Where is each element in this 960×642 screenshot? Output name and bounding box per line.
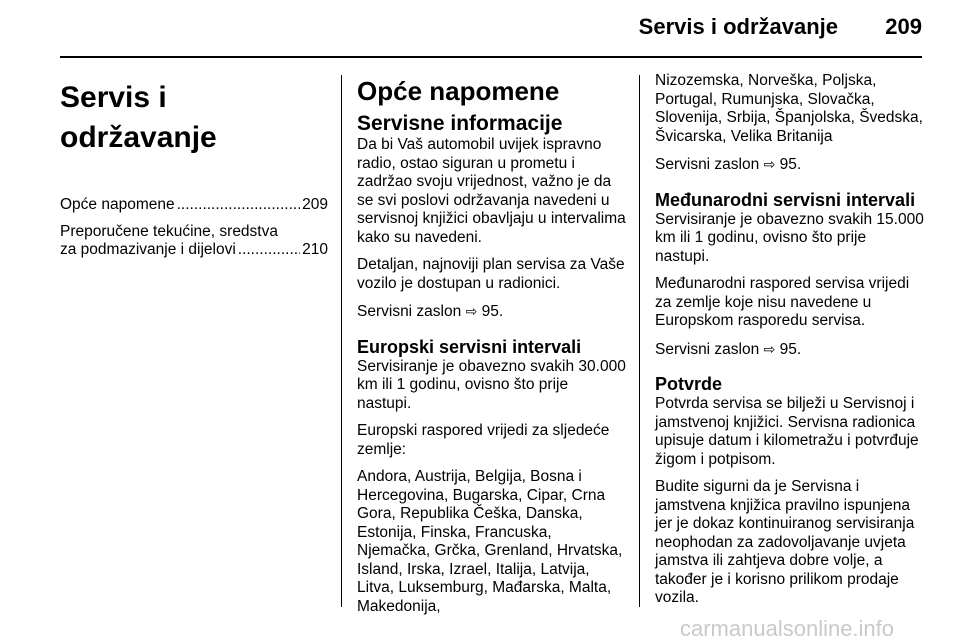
reference-text: Servisni zaslon [357,303,462,320]
toc-label-line2: za podmazivanje i dijelovi [60,241,236,258]
header-divider [60,56,922,58]
paragraph: Detaljan, najnoviji plan servisa za Vaše vozilo je dostupan u radionici. [357,256,625,292]
country-list-continued: Nizozemska, Norveška, Poljska, Portugal, Rumunjska, Slovačka, Slovenija, Srbija, Španjolska, Švedska, Švicarska, Velika Britanija [655,72,923,145]
toc-page: 210 [302,241,328,258]
column-3 [655,68,924,617]
running-header-title: Servis i održavanje [638,14,838,39]
reference-text: Servisni zaslon [655,156,760,173]
page-reference-arrow-icon: ⇨ [763,156,776,172]
heading-servisne-informacije: Servisne informacije [357,112,563,135]
heading-potvrde: Potvrde [655,374,723,394]
paragraph: Europski raspored vrijedi za sljedeće zemlje: [357,422,610,458]
page-number: 209 [885,14,922,39]
paragraph: Međunarodni raspored servisa vrijedi za zemlje koje nisu navedene u Europskom rasporedu servisa. [655,275,910,329]
reference-page: 95. [779,340,802,358]
cross-reference[interactable] [357,302,626,322]
toc-leader-dots [177,196,301,215]
column-divider-2 [639,75,640,607]
reference-page: 95. [779,156,802,173]
column-2 [357,68,626,625]
paragraph: Servisiranje je obavezno svakih 30.000 km ili 1 godinu, ovisno što prije nastupi. [357,357,626,412]
reference-text: Servisni zaslon [655,340,760,358]
page-reference-arrow-icon: ⇨ [465,303,478,319]
toc-page: 209 [302,196,328,213]
toc-leader-dots [238,241,300,260]
cross-reference[interactable] [655,340,924,360]
watermark: carmanualsonline.info [680,616,895,641]
reference-page: 95. [481,303,504,320]
toc-label: Opće napomene [60,196,175,213]
cross-reference[interactable] [655,155,924,175]
paragraph: Potvrda servisa se bilježi u Servisnoj i jamstvenoj knjižici. Servisna radionica upisuje datum i kilometražu i potvrđuje žigom i potpisom. [655,395,919,468]
country-list: Andora, Austrija, Belgija, Bosna i Hercegovina, Bugarska, Cipar, Crna Gora, Republika Češka, Danska, Estonija, Finska, Francuska, Njemačka, Grčka, Grenland, Hrvatska, Island, Irska, Izrael, Italija, Latvija, Litva, Luksemburg, Mađarska, Malta, Makedonija, [357,468,623,615]
toc-entry-preporucene-tekucine[interactable] [60,223,328,260]
paragraph: Budite sigurni da je Servisna i jamstvena knjižica pravilno ispunjena jer je dokaz kontinuiranog servisiranja neophodan za zadovoljavanje uvjeta jamstva ili zahtjeva dobre volje, a također je i korisno prilikom prodaje vozila. [655,478,915,606]
chapter-title: Servis i održavanje [60,81,217,154]
heading-medunarodni-servisni-intervali: Međunarodni servisni intervali [655,189,916,210]
column-divider-1 [341,75,342,607]
page-reference-arrow-icon: ⇨ [763,340,776,357]
heading-europski-servisni-intervali: Europski servisni intervali [357,336,582,357]
section-title: Opće napomene [357,76,560,106]
toc-entry-opce-napomene[interactable] [60,196,328,215]
paragraph: Servisiranje je obavezno svakih 15.000 km ili 1 godinu, ovisno što prije nastupi. [655,210,924,265]
column-1 [60,68,328,268]
paragraph: Da bi Vaš automobil uvijek ispravno radio, ostao siguran u prometu i zadržao svoju vrijednost, važno je da se svi poslovi održavanja navedeni u servisnoj knjižici obavljaju u intervalima kako su navedeni. [357,136,626,246]
toc-label-line1: Preporučene tekućine, sredstva [60,222,278,240]
